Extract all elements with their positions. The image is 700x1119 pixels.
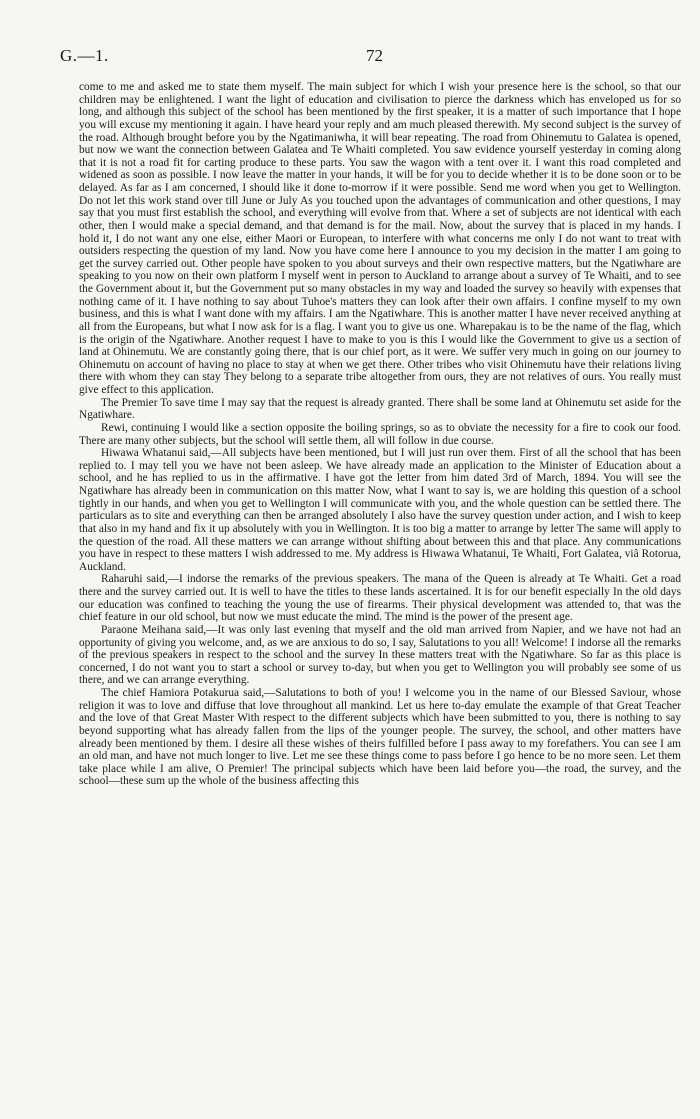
paragraph: Raharuhi said,—I indorse the remarks of the previous speakers. The mana of the Queen is already at Te Whaiti. Get a road there and the survey carried out. It is well to have the titles to these lands ascertained. It is for our benefit especially In the old days our education was confined to teaching the young the use of firearms. Their physical development was attended to, that was the chief feature in our old school, but now we must educate the mind. The mind is the power of the present age. <box>79 573 681 624</box>
paragraph: The chief Hamiora Potakurua said,—Salutations to both of you! I welcome you in the name of our Blessed Saviour, whose religion it was to love and diffuse that love throughout all mankind. Let us here to-day emulate the example of that Great Teacher and the love of that Great Master With respect to the different subjects which have been submitted to you, there is nothing to say beyond supporting what has already fallen from the lips of the younger people. The survey, the school, and other matters have already been mentioned by them. I desire all these wishes of theirs fulfilled before I pass away to my forefathers. You can see I am an old man, and have not much longer to live. Let me see these things come to pass before I go hence to be no more seen. Let them take place while I am alive, O Premier! The principal subjects which have been laid before you—the road, the survey, and the school—these sum up the whole of the business affecting this <box>79 687 681 788</box>
paragraph: The Premier To save time I may say that the request is already granted. There shall be some land at Ohinemutu set aside for the Ngatiwhare. <box>79 396 681 422</box>
page-number: 72 <box>366 46 383 65</box>
document-body <box>79 81 681 788</box>
paragraph: come to me and asked me to state them myself. The main subject for which I wish your presence here is the school, so that our children may be enlightened. I want the light of education and civilisation to pierce the darkness which has enveloped us for so long, and although this subject of the school has been mentioned by the first speaker, it is a matter of such importance that I hope you will excuse my mentioning it again. I have heard your reply and am much pleased therewith. My second subject is the survey of the road. Although brought before you by the Ngatimaniwha, it will bear repeating. The road from Ohinemutu to Galatea is opened, but now we want the connection between Galatea and Te Whaiti completed. You saw evidence yourself yesterday in coming along that it is not a road fit for carting produce to these parts. You saw the wagon with a tent over it. I want this road completed and widened as soon as possible. I now leave the matter in your hands, it will be for you to decide whether it is to be done soon or to be delayed. As far as I am concerned, I should like it done to-morrow if it were possible. Send me word when you get to Wellington. Do not let this work stand over till June or July As you touched upon the advantages of communication and other questions, I may say that you must first establish the school, and everything will evolve from that. Where a set of subjects are not identical with each other, then I would make a special demand, and that demand is for the mail. Now, about the survey that is placed in my hands. I hold it, I do not want any one else, either Maori or European, to interfere with what concerns me only I do not want to treat with outsiders respecting the question of my land. Now you have come here I announce to you my decision in the matter I am going to get the survey carried out. Other people have spoken to you about surveys and their own respective matters, but the Ngatiwhare are speaking to you now on their own platform I myself went in person to Auckland to arrange about a survey of Te Whaiti, and to see the Government about it, but the Government put so many obstacles in my way and loaded the survey so heavily with expenses that nothing came of it. I have nothing to say about Tuhoe's matters they can look after their own affairs. I confine myself to my own business, and this is what I want done with my affairs. I am the Ngatiwhare. This is another matter I have never received anything at all from the Europeans, but what I now ask for is a flag. I want you to give us one. Wharepakau is to be the name of the flag, which is the origin of the Ngatiwhare. Another request I have to make to you is this I would like the Government to give us a section of land at Ohinemutu. We are constantly going there, that is our chief port, as it were. We suffer very much in going on our journey to Ohinemutu on account of having no place to stay at when we get there. Other tribes who visit Ohinemutu have their relations living there with whom they can stay They belong to a separate tribe altogether from ours, they are not relatives of ours. You really must give effect to this application. <box>79 81 681 396</box>
document-reference: G.—1. <box>60 46 109 65</box>
paragraph: Rewi, continuing I would like a section opposite the boiling springs, so as to obviate the necessity for a fire to cook our food. There are many other subjects, but the school will settle them, all will follow in due course. <box>79 421 681 447</box>
paragraph: Hiwawa Whatanui said,—All subjects have been mentioned, but I will just run over them. First of all the school that has been replied to. I may tell you we have not been asleep. We have already made an application to the Minister of Education about a school, and he has replied to us in the affirmative. I have got the letter from him dated 3rd of March, 1894. You will see the Ngatiwhare has already been in communication on this matter Now, what I want to say is, we are holding this question of a school tightly in our hands, and when you get to Wellington I will communicate with you, and the whole question can be settled there. The particulars as to site and everything can then be arranged absolutely I also have the survey question under action, and I wish to keep that also in my hand and fix it up absolutely with you in Wellington. It is too big a matter to arrange by letter The same will apply to the question of the road. All these matters we can arrange without shifting about between this and that place. Any communications you have in respect to these matters I wish addressed to me. My address is Hiwawa Whatanui, Te Whaiti, Fort Galatea, viâ Rotorua, Auckland. <box>79 447 681 573</box>
page-header <box>60 46 640 70</box>
paragraph: Paraone Meihana said,—It was only last evening that myself and the old man arrived from Napier, and we have not had an opportunity of giving you welcome, and, as we are anxious to do so, I say, Salutations to you all! Welcome! I indorse all the remarks of the previous speakers in respect to the school and the survey In these matters treat with the Ngatiwhare. So far as this place is concerned, I do not want you to start a school or survey to-day, but when you get to Wellington you will probably see some of us there, and we can arrange everything. <box>79 623 681 687</box>
